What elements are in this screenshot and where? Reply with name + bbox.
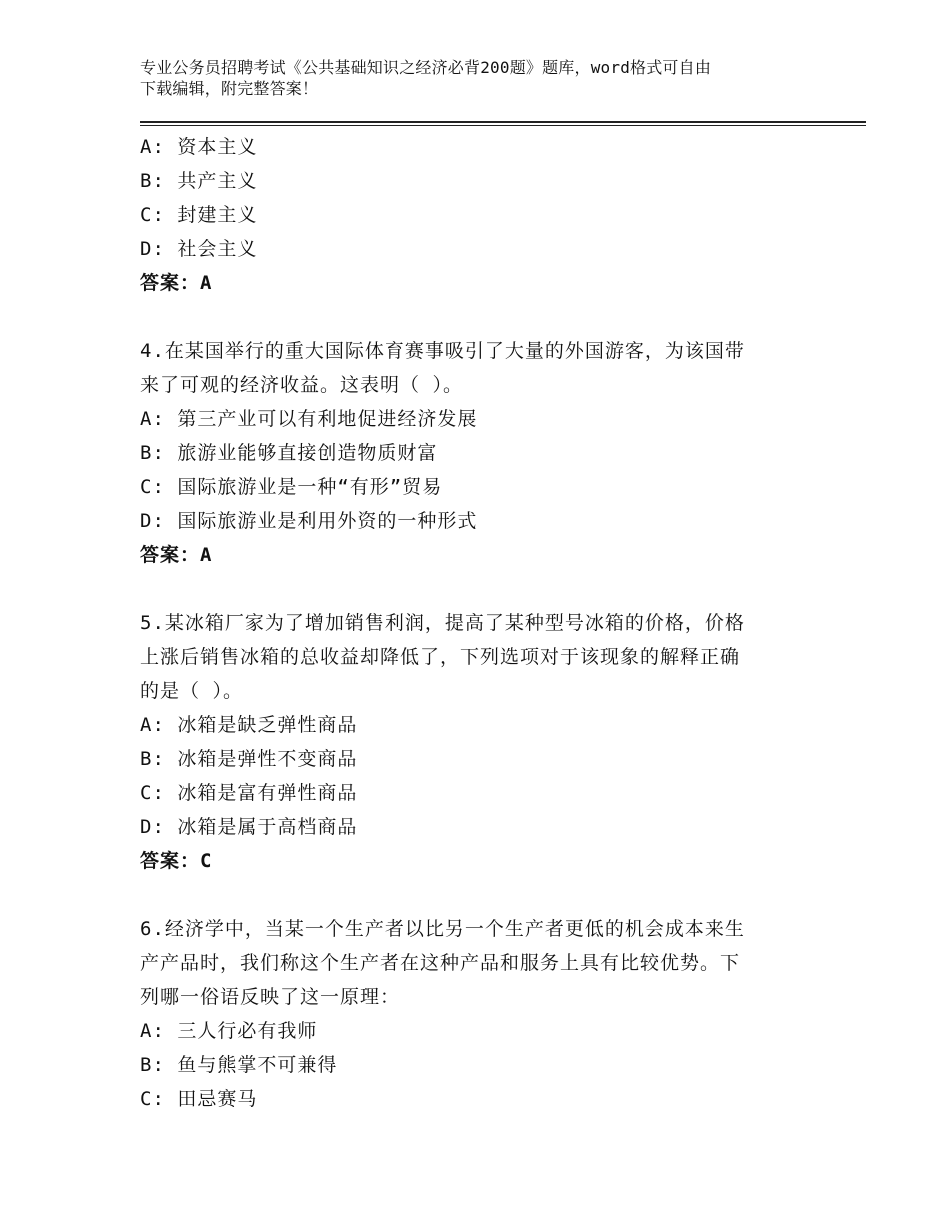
header-divider-thick bbox=[140, 121, 866, 123]
option-b: B: 鱼与熊掌不可兼得 bbox=[140, 1054, 338, 1076]
option-d: D: 社会主义 bbox=[140, 238, 258, 260]
answer: 答案：C bbox=[140, 850, 213, 872]
option-a: A: 冰箱是缺乏弹性商品 bbox=[140, 714, 358, 736]
question-stem-line: 的是（ ）。 bbox=[140, 680, 243, 702]
question-stem-line: 产产品时，我们称这个生产者在这种产品和服务上具有比较优势。下 bbox=[140, 952, 741, 974]
page-header bbox=[140, 57, 820, 99]
option-b: B: 共产主义 bbox=[140, 170, 258, 192]
option-d: D: 国际旅游业是利用外资的一种形式 bbox=[140, 510, 478, 532]
question-stem-line: 列哪一俗语反映了这一原理： bbox=[140, 986, 401, 1008]
option-c: C: 封建主义 bbox=[140, 204, 258, 226]
header-line-2: 下载编辑，附完整答案！ bbox=[140, 79, 319, 98]
question-6 bbox=[140, 912, 830, 1116]
spacer bbox=[140, 878, 830, 912]
question-stem-line: 5.某冰箱厂家为了增加销售利润，提高了某种型号冰箱的价格，价格 bbox=[140, 612, 745, 634]
question-5 bbox=[140, 606, 830, 878]
option-a: A: 三人行必有我师 bbox=[140, 1020, 318, 1042]
option-a: A: 资本主义 bbox=[140, 136, 258, 158]
option-c: C: 冰箱是富有弹性商品 bbox=[140, 782, 358, 804]
question-stem-line: 4.在某国举行的重大国际体育赛事吸引了大量的外国游客，为该国带 bbox=[140, 340, 745, 362]
answer: 答案：A bbox=[140, 272, 213, 294]
spacer bbox=[140, 572, 830, 606]
option-b: B: 冰箱是弹性不变商品 bbox=[140, 748, 358, 770]
header-divider-thin bbox=[140, 125, 866, 126]
option-c: C: 田忌赛马 bbox=[140, 1088, 258, 1110]
answer: 答案：A bbox=[140, 544, 213, 566]
option-d: D: 冰箱是属于高档商品 bbox=[140, 816, 358, 838]
question-3 bbox=[140, 130, 830, 300]
question-list bbox=[140, 130, 830, 1116]
option-c: C: 国际旅游业是一种“有形”贸易 bbox=[140, 476, 443, 498]
question-4 bbox=[140, 334, 830, 572]
question-stem-line: 来了可观的经济收益。这表明（ ）。 bbox=[140, 374, 463, 396]
option-a: A: 第三产业可以有利地促进经济发展 bbox=[140, 408, 478, 430]
option-b: B: 旅游业能够直接创造物质财富 bbox=[140, 442, 438, 464]
question-stem-line: 6.经济学中，当某一个生产者以比另一个生产者更低的机会成本来生 bbox=[140, 918, 745, 940]
header-line-1: 专业公务员招聘考试《公共基础知识之经济必背200题》题库，word格式可自由 bbox=[140, 58, 712, 77]
question-stem-line: 上涨后销售冰箱的总收益却降低了，下列选项对于该现象的解释正确 bbox=[140, 646, 741, 668]
spacer bbox=[140, 300, 830, 334]
